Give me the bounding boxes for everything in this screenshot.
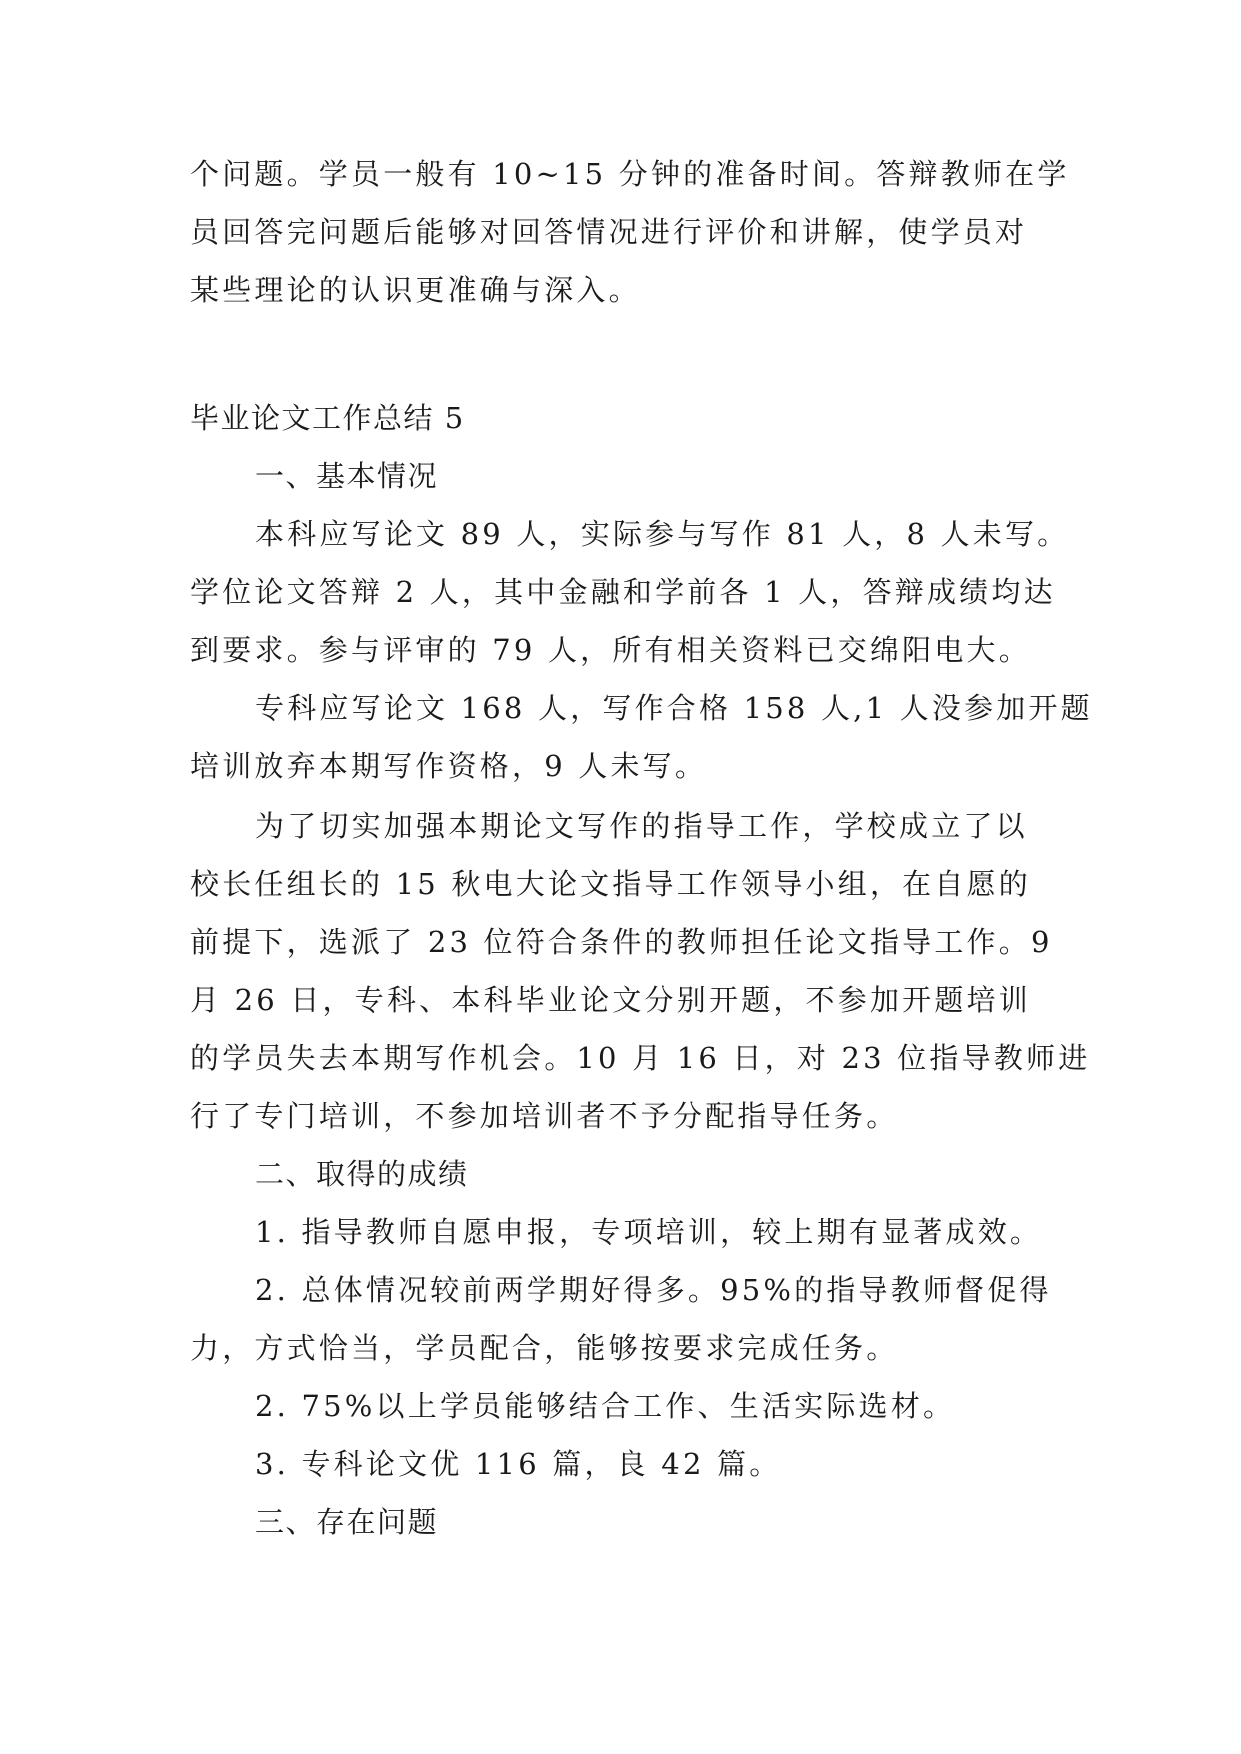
paragraph-line: 到要求。参与评审的 79 人，所有相关资料已交绵阳电大。 [190, 633, 1031, 667]
list-item: 2. 75%以上学员能够结合工作、生活实际选材。 [255, 1389, 956, 1423]
paragraph-line: 本科应写论文 89 人，实际参与写作 81 人，8 人未写。 [255, 517, 1070, 551]
paragraph-line: 学位论文答辩 2 人，其中金融和学前各 1 人，答辩成绩均达 [190, 575, 1056, 609]
section-title: 毕业论文工作总结 5 [190, 401, 465, 435]
paragraph-line: 的学员失去本期写作机会。10 月 16 日，对 23 位指导教师进 [190, 1041, 1091, 1075]
list-item: 3. 专科论文优 116 篇，良 42 篇。 [255, 1447, 782, 1481]
paragraph-line: 个问题。学员一般有 10~15 分钟的准备时间。答辩教师在学 [190, 157, 1070, 191]
paragraph-line: 月 26 日，专科、本科毕业论文分别开题，不参加开题培训 [190, 983, 1031, 1017]
paragraph-line: 培训放弃本期写作资格，9 人未写。 [190, 749, 708, 783]
subsection-heading: 三、存在问题 [255, 1505, 439, 1539]
subsection-heading: 一、基本情况 [255, 459, 439, 493]
paragraph-line: 为了切实加强本期论文写作的指导工作，学校成立了以 [255, 809, 1028, 843]
paragraph-line: 专科应写论文 168 人，写作合格 158 人,1 人没参加开题 [255, 691, 1093, 725]
paragraph-line: 某些理论的认识更准确与深入。 [190, 273, 641, 307]
paragraph-line: 前提下，选派了 23 位符合条件的教师担任论文指导工作。9 [190, 925, 1053, 959]
paragraph-line: 力，方式恰当，学员配合，能够按要求完成任务。 [190, 1331, 899, 1365]
paragraph-line: 行了专门培训，不参加培训者不予分配指导任务。 [190, 1099, 899, 1133]
paragraph-line: 员回答完问题后能够对回答情况进行评价和讲解，使学员对 [190, 215, 1028, 249]
paragraph-line: 校长任组长的 15 秋电大论文指导工作领导小组，在自愿的 [190, 867, 1031, 901]
list-item: 1. 指导教师自愿申报，专项培训，较上期有显著成效。 [255, 1215, 1043, 1249]
subsection-heading: 二、取得的成绩 [255, 1157, 469, 1191]
list-item: 2. 总体情况较前两学期好得多。95%的指导教师督促得 [255, 1273, 1052, 1307]
